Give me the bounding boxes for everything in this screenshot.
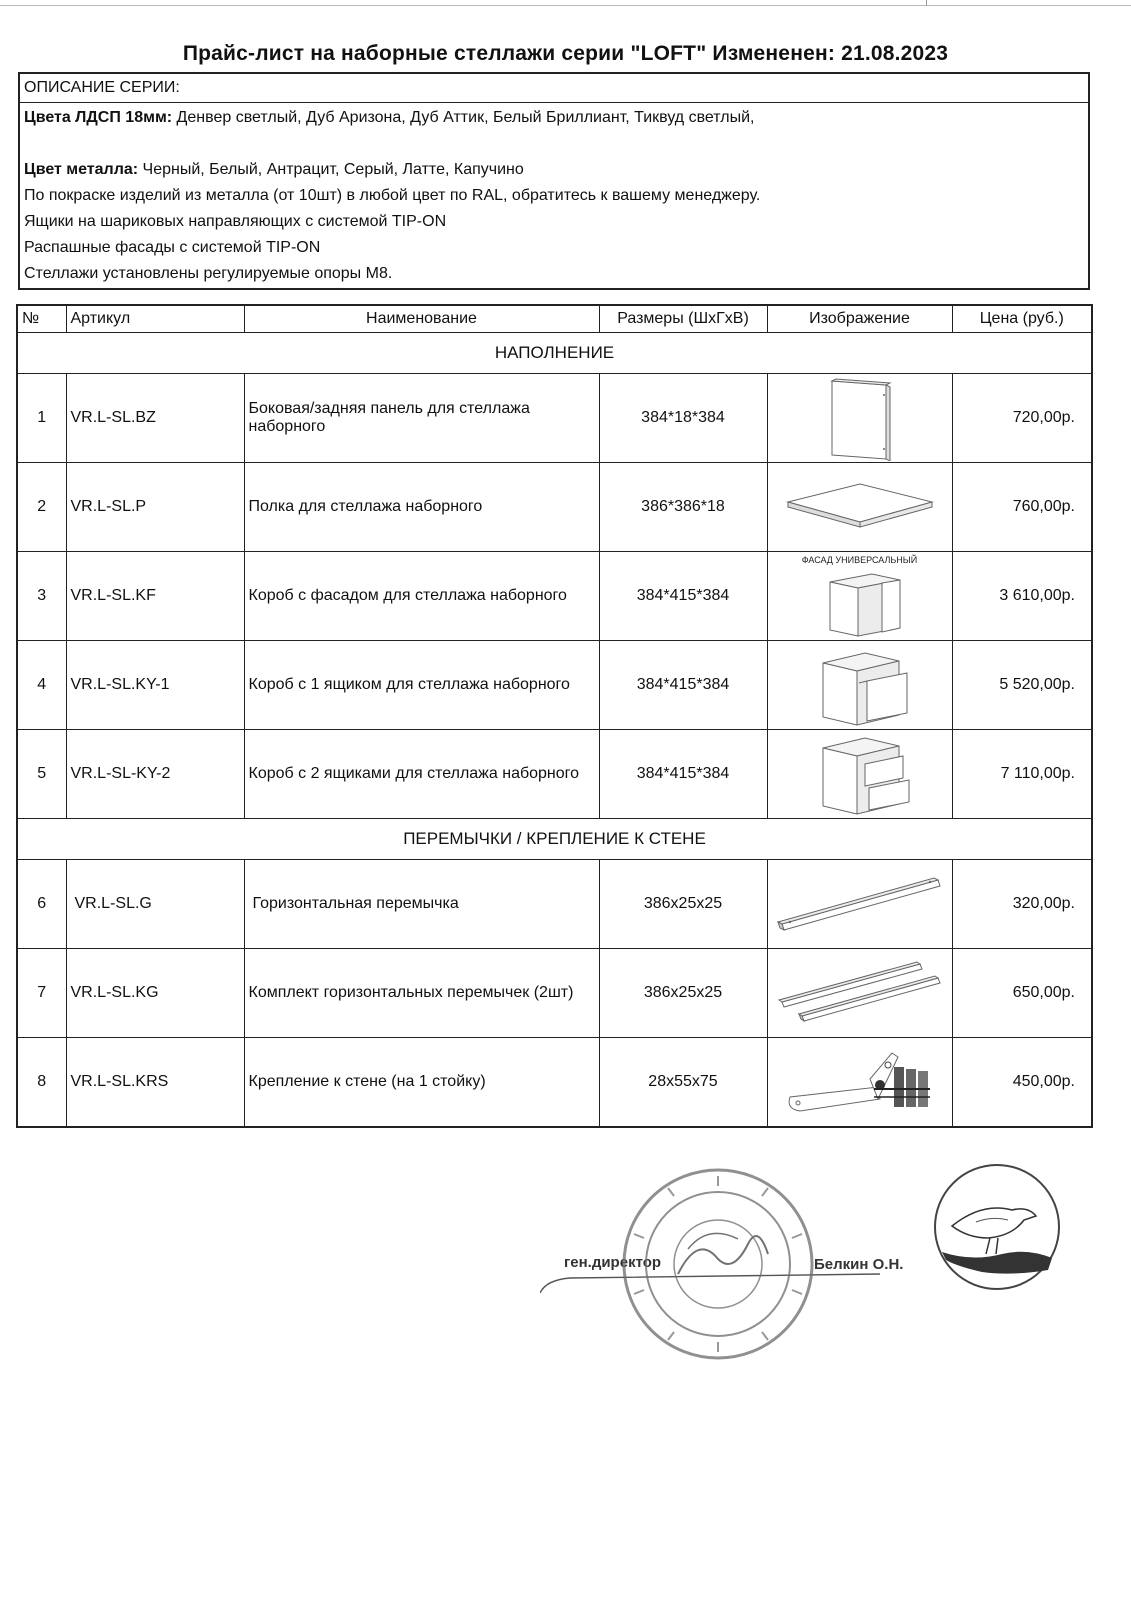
row-name: Короб с 1 ящиком для стеллажа наборного — [244, 641, 599, 730]
colors-label: Цвета ЛДСП 18мм: — [24, 109, 173, 126]
row-name: Комплект горизонтальных перемычек (2шт) — [244, 949, 599, 1038]
row-article: VR.L-SL.P — [66, 463, 244, 552]
row-image — [767, 730, 952, 819]
table-row — [17, 1038, 1092, 1128]
row-article: VR.L-SL.KY-1 — [66, 641, 244, 730]
row-price: 720,00р. — [952, 374, 1092, 463]
bird-logo-stamp-icon — [932, 1162, 1062, 1292]
box-two-drawers-icon — [795, 730, 925, 818]
table-row — [17, 949, 1092, 1038]
row-num: 8 — [17, 1038, 66, 1128]
colors-line — [24, 105, 1084, 131]
image-note: ФАСАД УНИВЕРСАЛЬНЫЙ — [801, 555, 918, 565]
description-line: По покраске изделий из металла (от 10шт) в любой цвет по RAL, обратитесь к вашему менеджеру. — [24, 187, 761, 204]
row-num: 6 — [17, 860, 66, 949]
wall-mount-icon — [770, 1039, 950, 1125]
row-image — [767, 860, 952, 949]
row-num: 3 — [17, 552, 66, 641]
two-bars-icon — [770, 952, 950, 1034]
top-tick — [926, 0, 927, 6]
description-line: Стеллажи установлены регулируемые опоры М8. — [24, 265, 393, 282]
metal-line — [24, 157, 1084, 183]
table-row — [17, 730, 1092, 819]
row-size: 386x25x25 — [599, 860, 767, 949]
header-num: № — [17, 305, 66, 333]
row-size: 384*415*384 — [599, 730, 767, 819]
row-price: 7 110,00р. — [952, 730, 1092, 819]
panel-icon — [800, 375, 920, 461]
row-article: VR.L-SL.KRS — [66, 1038, 244, 1128]
round-stamp-icon — [618, 1164, 818, 1364]
row-name: Крепление к стене (на 1 стойку) — [244, 1038, 599, 1128]
series-description — [18, 72, 1090, 290]
signature-right-text: Белкин О.Н. — [814, 1256, 904, 1273]
table-row — [17, 552, 1092, 641]
description-line: Ящики на шариковых направляющих с системой TIP-ON — [24, 213, 447, 230]
section-title: ПЕРЕМЫЧКИ / КРЕПЛЕНИЕ К СТЕНЕ — [17, 819, 1092, 860]
row-article: VR.L-SL.G — [66, 860, 244, 949]
row-image — [767, 552, 952, 641]
page-title: Прайс-лист на наборные стеллажи серии "LOFT" Измененен: 21.08.2023 — [182, 42, 949, 65]
signature-stamp-area — [540, 1160, 1100, 1400]
table-row — [17, 374, 1092, 463]
row-image — [767, 949, 952, 1038]
table-header-row — [17, 305, 1092, 333]
row-size: 384*415*384 — [599, 641, 767, 730]
box-door-icon — [800, 552, 920, 640]
row-price: 320,00р. — [952, 860, 1092, 949]
shelf-icon — [780, 472, 940, 542]
row-num: 7 — [17, 949, 66, 1038]
row-num: 1 — [17, 374, 66, 463]
row-image — [767, 374, 952, 463]
row-price: 3 610,00р. — [952, 552, 1092, 641]
row-price: 650,00р. — [952, 949, 1092, 1038]
header-price: Цена (руб.) — [952, 305, 1092, 333]
header-size: Размеры (ШхГхВ) — [599, 305, 767, 333]
row-size: 384*18*384 — [599, 374, 767, 463]
metal-value: Черный, Белый, Антрацит, Серый, Латте, Капучино — [138, 161, 524, 178]
row-article: VR.L-SL-KY-2 — [66, 730, 244, 819]
bar-icon — [770, 864, 950, 944]
row-size: 28x55x75 — [599, 1038, 767, 1128]
row-image — [767, 463, 952, 552]
description-line: Распашные фасады с системой TIP-ON — [24, 239, 321, 256]
row-num: 5 — [17, 730, 66, 819]
row-num: 4 — [17, 641, 66, 730]
metal-label: Цвет металла: — [24, 161, 139, 178]
row-name: Короб с 2 ящиками для стеллажа наборного — [244, 730, 599, 819]
row-name: Полка для стеллажа наборного — [244, 463, 599, 552]
description-header: ОПИСАНИЕ СЕРИИ: — [20, 74, 1088, 103]
row-size: 384*415*384 — [599, 552, 767, 641]
header-name: Наименование — [244, 305, 599, 333]
header-image: Изображение — [767, 305, 952, 333]
top-border-line — [0, 5, 1131, 6]
section-row — [17, 819, 1092, 860]
row-article: VR.L-SL.KF — [66, 552, 244, 641]
section-row — [17, 333, 1092, 374]
table-row — [17, 463, 1092, 552]
row-name: Короб с фасадом для стеллажа наборного — [244, 552, 599, 641]
row-num: 2 — [17, 463, 66, 552]
signature-left-text: ген.директор — [564, 1254, 662, 1271]
row-size: 386*386*18 — [599, 463, 767, 552]
row-article: VR.L-SL.KG — [66, 949, 244, 1038]
row-price: 760,00р. — [952, 463, 1092, 552]
box-drawer-icon — [795, 641, 925, 729]
table-row — [17, 860, 1092, 949]
row-size: 386x25x25 — [599, 949, 767, 1038]
row-name: Боковая/задняя панель для стеллажа наборного — [244, 374, 599, 463]
row-image — [767, 641, 952, 730]
colors-value: Денвер светлый, Дуб Аризона, Дуб Аттик, Белый Бриллиант, Тиквуд светлый, — [172, 109, 755, 126]
row-price: 5 520,00р. — [952, 641, 1092, 730]
table-row — [17, 641, 1092, 730]
price-table — [16, 304, 1093, 1128]
row-price: 450,00р. — [952, 1038, 1092, 1128]
section-title: НАПОЛНЕНИЕ — [17, 333, 1092, 374]
row-name: Горизонтальная перемычка — [244, 860, 599, 949]
row-image — [767, 1038, 952, 1128]
header-article: Артикул — [66, 305, 244, 333]
row-article: VR.L-SL.BZ — [66, 374, 244, 463]
